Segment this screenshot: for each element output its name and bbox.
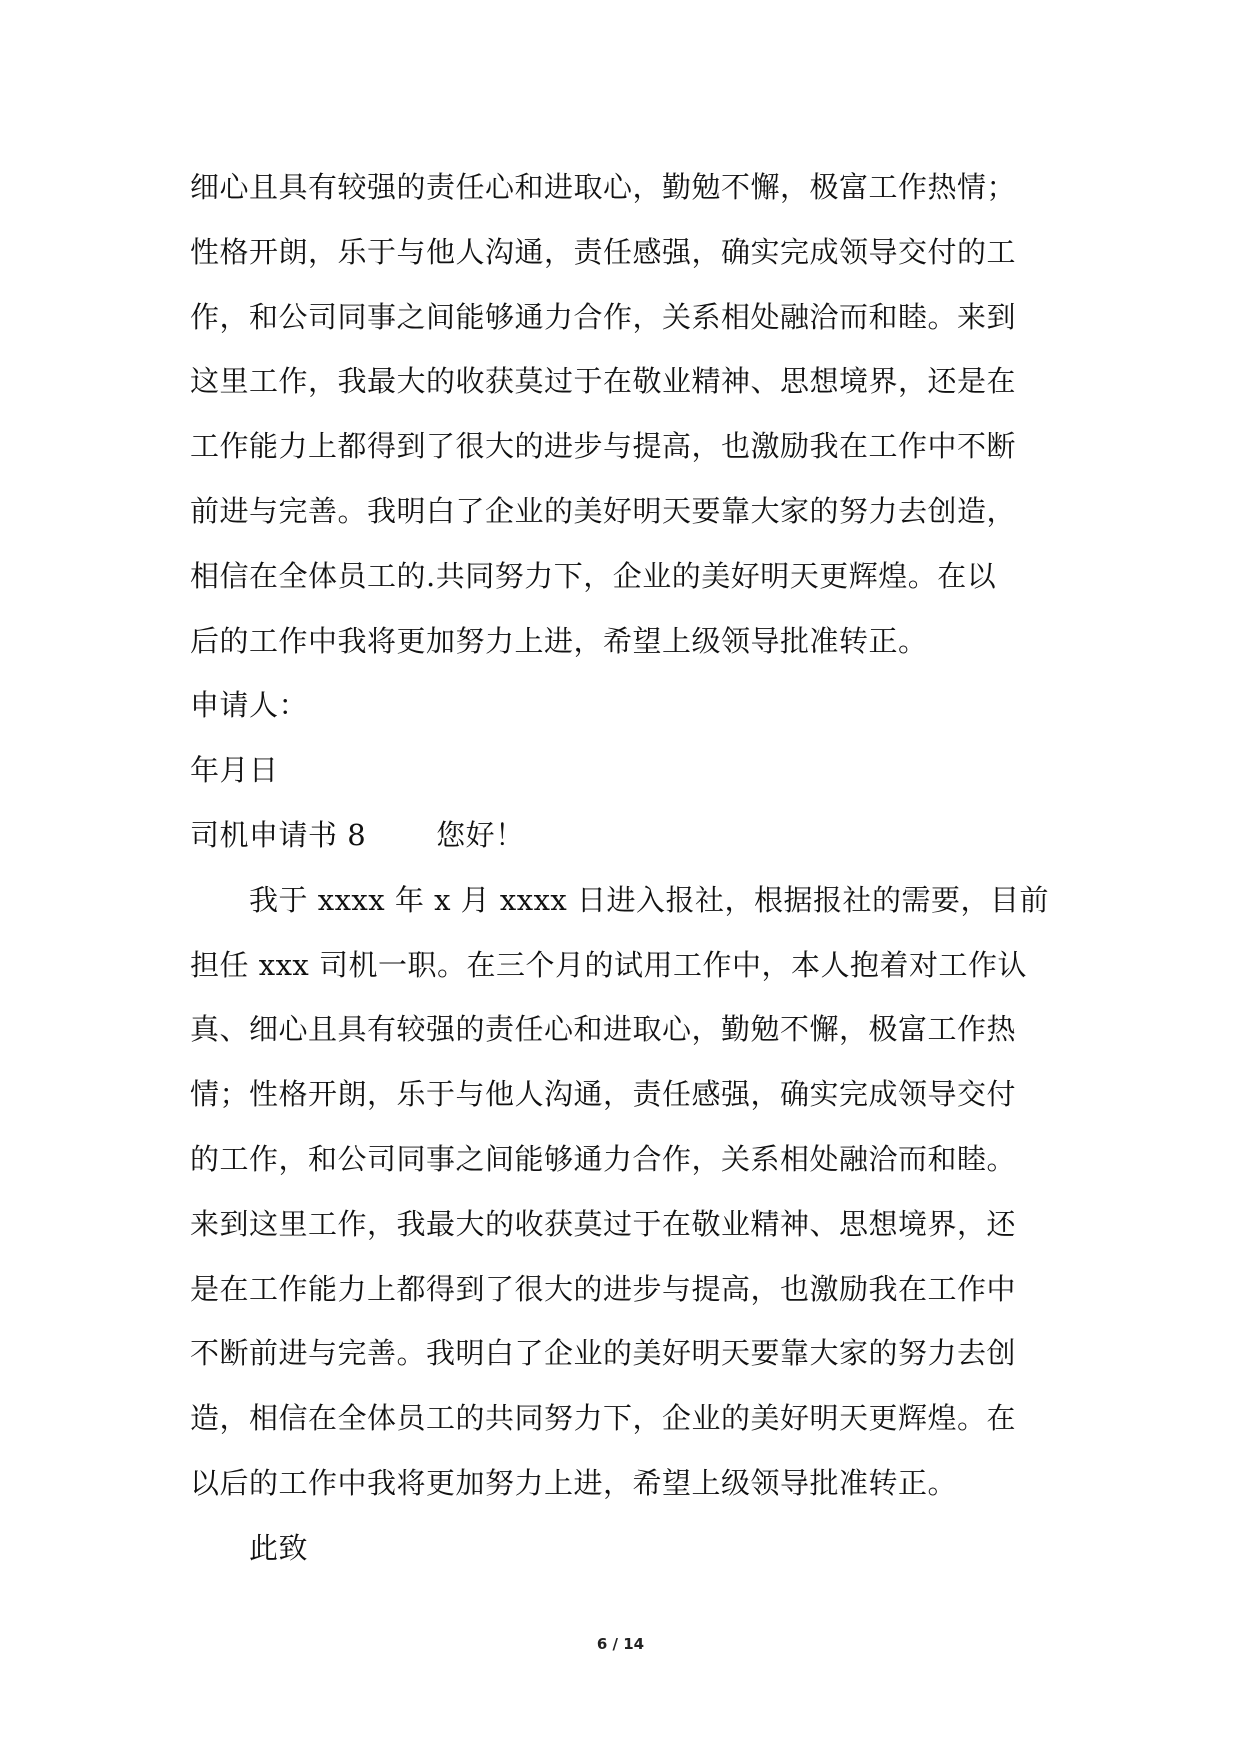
page-number: 6 / 14 [596,1635,645,1653]
text-line: 性格开朗，乐于与他人沟通，责任感强，确实完成领导交付的工 [190,234,1017,269]
closing-line: 此致 [249,1530,309,1565]
date-label: 年月日 [190,753,279,788]
text-line: 真、细心且具有较强的责任心和进取心，勤勉不懈，极富工作热 [190,1012,1017,1047]
document-body [190,155,1060,1581]
text-line: 的工作，和公司同事之间能够通力合作，关系相处融洽而和睦。 [190,1141,1017,1176]
text-line: 作，和公司同事之间能够通力合作，关系相处融洽而和睦。来到 [190,299,1017,334]
text-line: 我于 xxxx 年 x 月 xxxx 日进入报社，根据报社的需要，目前 [249,882,1050,917]
text-line: 情；性格开朗，乐于与他人沟通，责任感强，确实完成领导交付 [190,1077,1017,1112]
text-line: 不断前进与完善。我明白了企业的美好明天要靠大家的努力去创 [190,1336,1017,1371]
text-line: 工作能力上都得到了很大的进步与提高，也激励我在工作中不断 [190,429,1017,464]
text-line: 造，相信在全体员工的共同努力下，企业的美好明天更辉煌。在 [190,1401,1017,1436]
text-line: 后的工作中我将更加努力上进，希望上级领导批准转正。 [190,623,928,658]
applicant-label: 申请人： [190,688,309,723]
text-line: 是在工作能力上都得到了很大的进步与提高，也激励我在工作中 [190,1271,1017,1306]
text-line: 担任 xxx 司机一职。在三个月的试用工作中，本人抱着对工作认 [190,947,1028,982]
section-title: 司机申请书 8 [190,817,367,852]
text-line: 来到这里工作，我最大的收获莫过于在敬业精神、思想境界，还 [190,1206,1017,1241]
greeting: 您好！ [436,817,525,852]
text-line: 相信在全体员工的.共同努力下，企业的美好明天更辉煌。在以 [190,558,997,593]
text-line: 以后的工作中我将更加努力上进，希望上级领导批准转正。 [190,1465,958,1500]
text-line: 细心且具有较强的责任心和进取心，勤勉不懈，极富工作热情； [190,170,1017,204]
text-line: 前进与完善。我明白了企业的美好明天要靠大家的努力去创造， [190,493,1017,528]
section-heading-line [190,803,1060,868]
text-line: 这里工作，我最大的收获莫过于在敬业精神、思想境界，还是在 [190,364,1017,399]
